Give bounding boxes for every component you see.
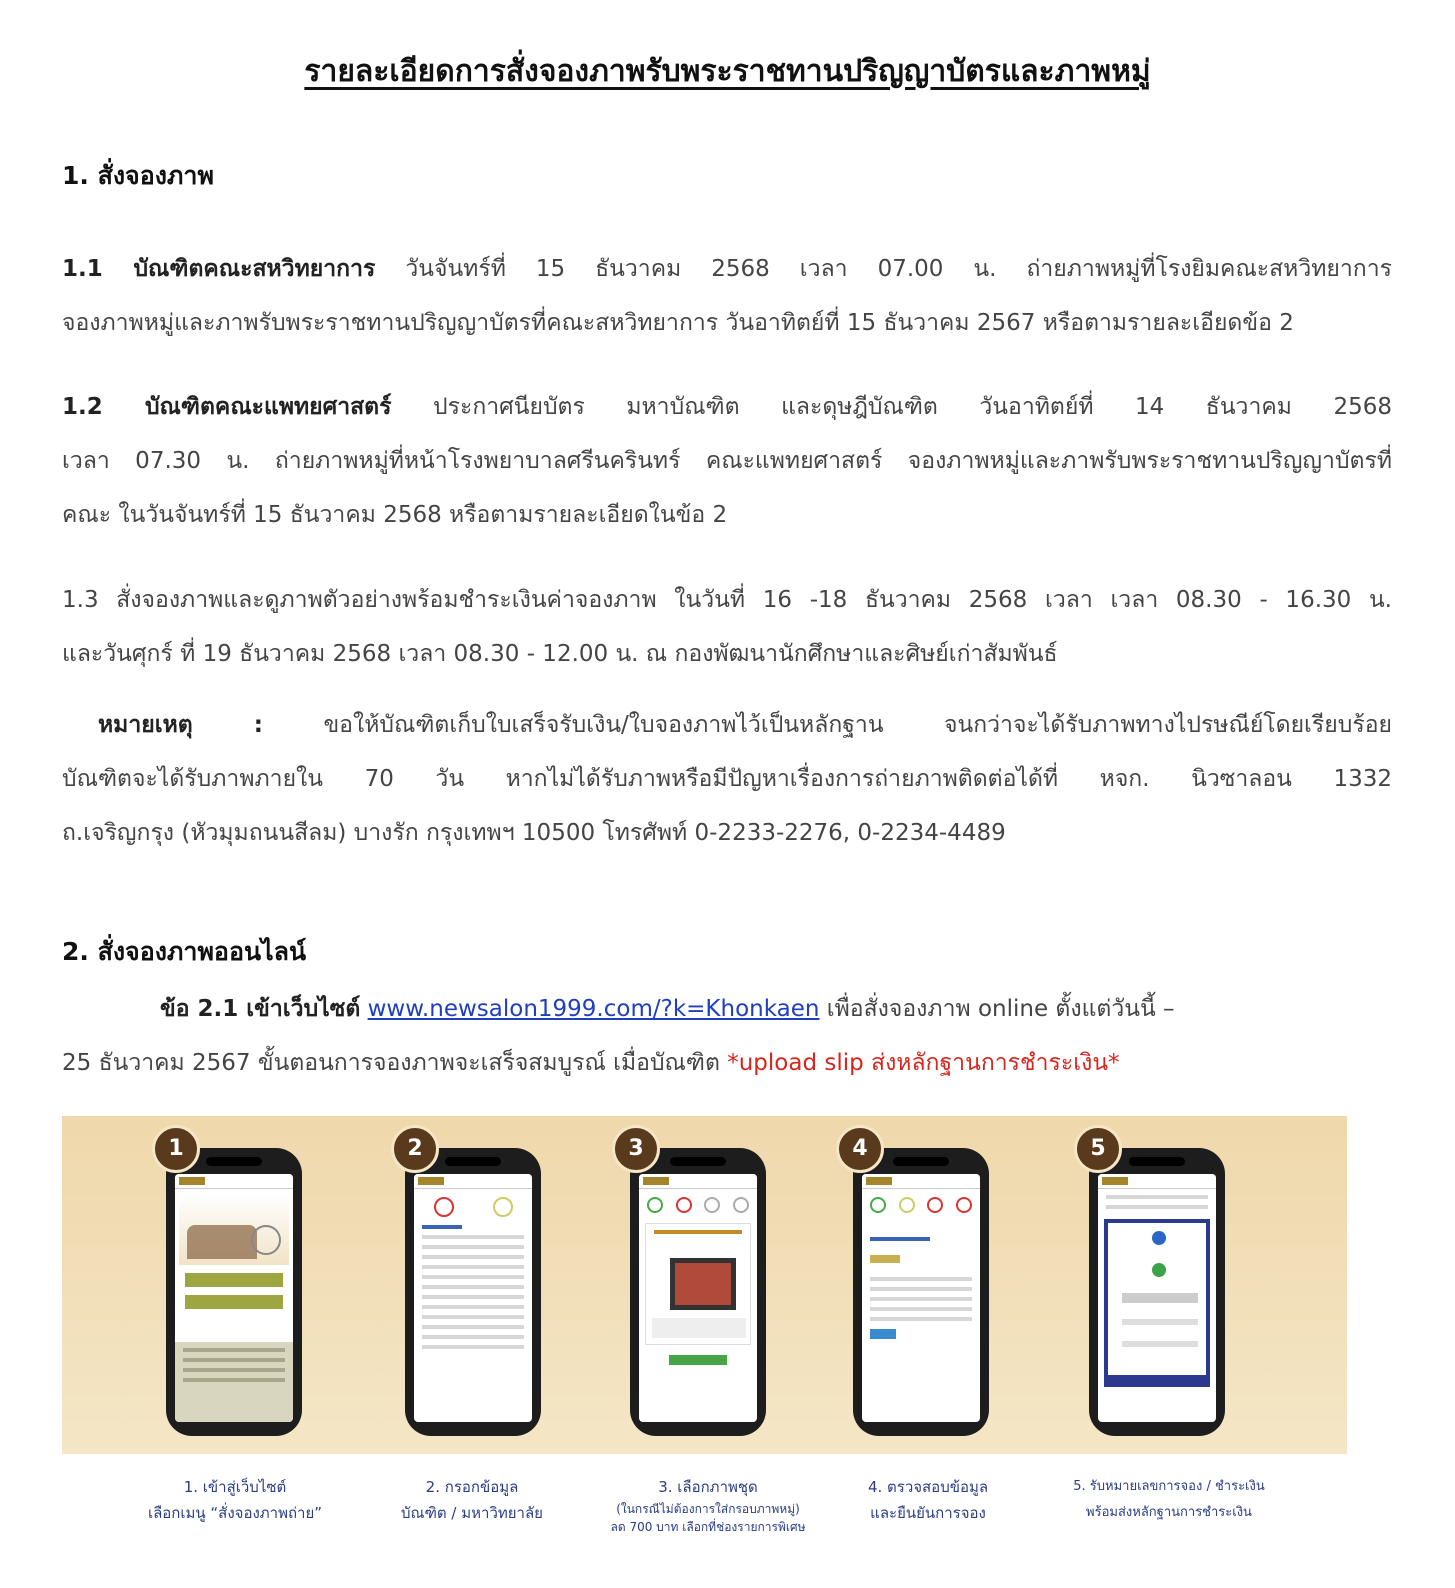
item-1-1-line1 — [62, 242, 1392, 296]
step-3-caption — [588, 1474, 828, 1536]
item-1-1-line2: จองภาพหมู่และภาพรับพระราชทานปริญญาบัตรที่คณะสหวิทยาการ วันอาทิตย์ที่ 15 ธันวาคม 2567 หรือตามรายละเอียดข้อ 2 — [62, 310, 1294, 336]
phone-screen — [175, 1174, 293, 1422]
note-line1-text: ขอให้บัณฑิตเก็บใบเสร็จรับเงิน/ใบจองภาพไว้เป็นหลักฐาน จนกว่าจะได้รับภาพทางไปรษณีย์โดยเรียบร้อย — [263, 712, 1392, 738]
item-2-1-line2 — [62, 1036, 1352, 1090]
phone-notch — [445, 1157, 501, 1166]
step-4-badge: 4 — [836, 1125, 884, 1173]
note-label: หมายเหตุ : — [98, 712, 264, 738]
item-1-2-label: 1.2 บัณฑิตคณะแพทยศาสตร์ — [62, 394, 392, 420]
step-5-caption-line1: 5. รับหมายเลขการจอง / ชำระเงิน — [1073, 1479, 1265, 1494]
step-5-caption-line2: พร้อมส่งหลักฐานการชำระเงิน — [1086, 1505, 1252, 1520]
phone-notch — [1129, 1157, 1185, 1166]
phone-screen — [1098, 1174, 1216, 1422]
step-5-caption — [1044, 1474, 1294, 1526]
phone-screen — [639, 1174, 757, 1422]
phone-step-3 — [630, 1148, 766, 1436]
item-2-1 — [62, 982, 1352, 1090]
item-1-3-line2: และวันศุกร์ ที่ 19 ธันวาคม 2568 เวลา 08.30 - 12.00 น. ณ กองพัฒนานักศึกษาและศิษย์เก่าสัมพันธ์ — [62, 641, 1058, 667]
step-1-caption-line1: 1. เข้าสู่เว็บไซต์ — [183, 1478, 287, 1496]
step-1-caption-line2: เลือกเมนู “สั่งจองภาพถ่าย” — [147, 1504, 323, 1522]
item-1-2-line1 — [62, 380, 1392, 434]
note-line1 — [62, 698, 1392, 752]
document-title — [0, 48, 1455, 95]
item-1-3 — [62, 573, 1392, 681]
phone-screen — [414, 1174, 532, 1422]
item-1-2-line3: คณะ ในวันจันทร์ที่ 15 ธันวาคม 2568 หรือตามรายละเอียดในข้อ 2 — [62, 502, 728, 528]
section2-heading: 2. สั่งจองภาพออนไลน์ — [62, 937, 307, 966]
phone-step-2 — [405, 1148, 541, 1436]
item-1-2 — [62, 380, 1392, 542]
upload-slip-note: *upload slip ส่งหลักฐานการชำระเงิน* — [727, 1050, 1120, 1076]
step-4-caption-line2: และยืนยันการจอง — [870, 1504, 986, 1522]
phone-notch — [206, 1157, 262, 1166]
item-1-2-line1-text: ประกาศนียบัตร มหาบัณฑิต และดุษฎีบัณฑิต วันอาทิตย์ที่ 14 ธันวาคม 2568 — [391, 394, 1392, 420]
item-1-1-line1-text: วันจันทร์ที่ 15 ธันวาคม 2568 เวลา 07.00 น. ถ่ายภาพหมู่ที่โรงยิมคณะสหวิทยาการ — [375, 256, 1392, 282]
step-5-badge: 5 — [1074, 1125, 1122, 1173]
step-1-badge: 1 — [152, 1125, 200, 1173]
note-line2: บัณฑิตจะได้รับภาพภายใน 70 วัน หากไม่ได้รับภาพหรือมีปัญหาเรื่องการถ่ายภาพติดต่อได้ที่ หจก. นิวซาลอน 1332 — [62, 766, 1392, 792]
title-text: รายละเอียดการสั่งจองภาพรับพระราชทานปริญญาบัตรและภาพหมู่ — [304, 54, 1151, 89]
phone-step-4 — [853, 1148, 989, 1436]
step-2-badge: 2 — [391, 1125, 439, 1173]
step-4-caption — [818, 1474, 1038, 1526]
phone-step-5 — [1089, 1148, 1225, 1436]
step-2-caption-line2: บัณฑิต / มหาวิทยาลัย — [401, 1504, 543, 1522]
item-2-1-line2-text: 25 ธันวาคม 2567 ขั้นตอนการจองภาพจะเสร็จสมบูรณ์ เมื่อบัณฑิต — [62, 1050, 728, 1076]
note — [62, 698, 1392, 860]
phone-notch — [893, 1157, 949, 1166]
step-3-caption-line3: ลด 700 บาท เลือกที่ช่องรายการพิเศษ — [610, 1520, 806, 1534]
website-link[interactable]: www.newsalon1999.com/?k=Khonkaen — [367, 996, 820, 1022]
step-3-caption-line1: 3. เลือกภาพชุด — [658, 1478, 758, 1496]
phone-screen — [862, 1174, 980, 1422]
item-1-2-line2: เวลา 07.30 น. ถ่ายภาพหมู่ที่หน้าโรงพยาบาลศรีนครินทร์ คณะแพทยศาสตร์ จองภาพหมู่และภาพรับพระราชทานปริญญาบัตรที่ — [62, 448, 1392, 474]
step-2-caption — [362, 1474, 582, 1526]
step-3-badge: 3 — [612, 1125, 660, 1173]
item-1-3-line1: 1.3 สั่งจองภาพและดูภาพตัวอย่างพร้อมชำระเงินค่าจองภาพ ในวันที่ 16 -18 ธันวาคม 2568 เวลา เวลา 08.30 - 16.30 น. — [62, 587, 1392, 613]
step-2-caption-line1: 2. กรอกข้อมูล — [425, 1478, 519, 1496]
item-2-1-line1 — [62, 982, 1352, 1036]
item-2-1-line1-text: เพื่อสั่งจองภาพ online ตั้งแต่วันนี้ – — [819, 996, 1175, 1022]
phone-step-1 — [166, 1148, 302, 1436]
item-1-1-label: 1.1 บัณฑิตคณะสหวิทยาการ — [62, 256, 376, 282]
step-3-caption-line2: (ในกรณีไม่ต้องการใส่กรอบภาพหมู่) — [616, 1502, 800, 1516]
item-1-1 — [62, 242, 1392, 350]
step-4-caption-line1: 4. ตรวจสอบข้อมูล — [867, 1478, 989, 1496]
item-2-1-label: ข้อ 2.1 เข้าเว็บไซต์ — [160, 996, 361, 1022]
section1-heading: 1. สั่งจองภาพ — [62, 161, 214, 190]
step-1-caption — [125, 1474, 345, 1526]
phone-notch — [670, 1157, 726, 1166]
note-line3: ถ.เจริญกรุง (หัวมุมถนนสีลม) บางรัก กรุงเทพฯ 10500 โทรศัพท์ 0-2233-2276, 0-2234-4489 — [62, 820, 1006, 846]
